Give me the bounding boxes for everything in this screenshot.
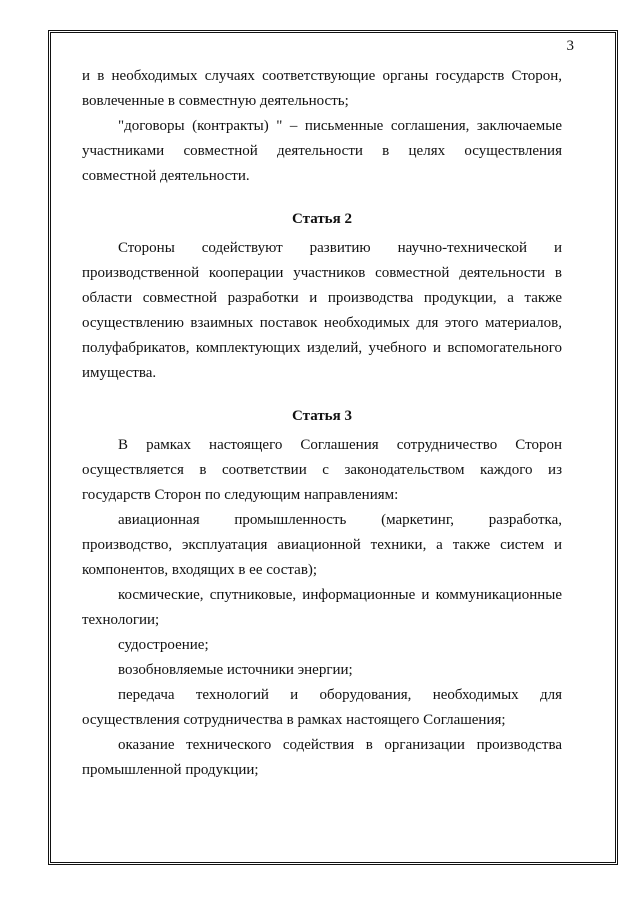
article-3-item: возобновляемые источники энергии; bbox=[118, 662, 353, 678]
intro-paragraph-1: и в необходимых случаях соответствующие органы государств Сторон, вовлеченные в совместную деятельность; bbox=[82, 68, 562, 109]
article-3-item: передача технологий и оборудования, необходимых для осуществления сотрудничества в рамках настоящего Соглашения; bbox=[82, 687, 562, 728]
intro-paragraph-2: "договоры (контракты) " – письменные соглашения, заключаемые участниками совместной деятельности в целях осуществления совместной деятельности. bbox=[82, 118, 562, 184]
article-2-title: Статья 2 bbox=[292, 211, 352, 227]
document-body bbox=[82, 64, 562, 783]
article-2-text: Стороны содействуют развитию научно-технической и производственной кооперации участников совместной деятельности в области совместной разработки и производства продукции, а также осуществлению взаимных поставок необходимых для этого материалов, полуфабрикатов, комплектующих изделий, учебного и вспомогательного имущества. bbox=[82, 240, 562, 381]
article-3-text: В рамках настоящего Соглашения сотрудничество Сторон осуществляется в соответствии с законодательством каждого из государств Сторон по следующим направлениям: bbox=[82, 437, 562, 503]
article-3-item: судостроение; bbox=[118, 637, 209, 653]
article-3-item: авиационная промышленность (маркетинг, разработка, производство, эксплуатация авиационной техники, а также систем и компонентов, входящих в ее состав); bbox=[82, 512, 562, 578]
article-3-title: Статья 3 bbox=[292, 408, 352, 424]
article-3-item: оказание технического содействия в организации производства промышленной продукции; bbox=[82, 737, 562, 778]
article-3-item: космические, спутниковые, информационные и коммуникационные технологии; bbox=[82, 587, 562, 628]
page-number: 3 bbox=[566, 38, 574, 54]
